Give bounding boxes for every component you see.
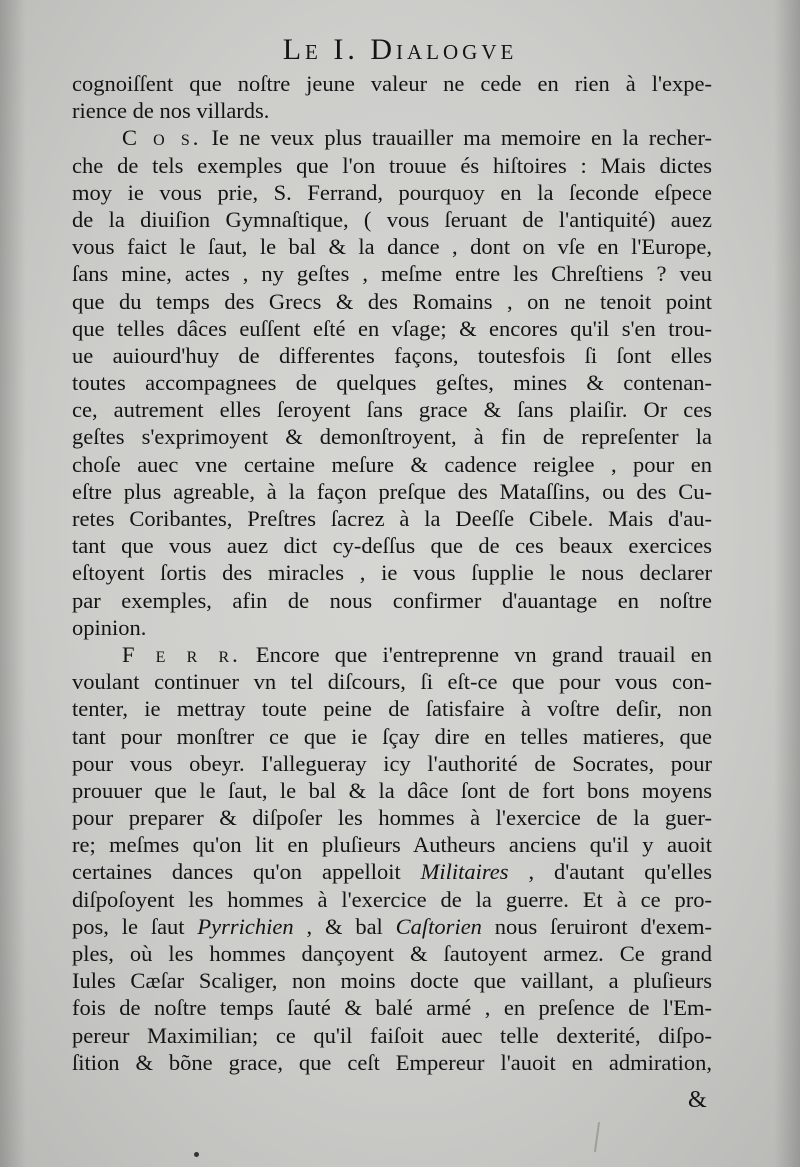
text-line: tenter, ie mettray toute peine de ſatisfaire à voſtre deſir, non <box>72 696 712 722</box>
text-line: que telles dâces euſſent eſté en vſage; & encores qu'il s'en trou- <box>72 315 712 341</box>
speaker-label-cos: C o s. <box>122 125 202 151</box>
text-line: pos, le ſaut Pyrrichien , & bal Caſtorien nous ſeruiront d'exem- <box>72 913 712 939</box>
italic-term: Militaires <box>420 859 509 885</box>
text-line: tant que vous auez dict cy-deſſus que de ces beaux exercices <box>72 533 712 559</box>
text-line: retes Coribantes, Preſtres ſacrez à la Deeſſe Cibele. Mais d'au- <box>72 506 712 531</box>
text-line: eſtoyent ſortis des miracles , ie vous ſupplie le nous declarer <box>72 560 712 586</box>
text-line: certaines dances qu'on appelloit Militaires , d'autant qu'elles <box>72 859 712 885</box>
text-line: cognoiſſent que noſtre jeune valeur ne cede en rien à l'expe- <box>72 71 712 96</box>
text-line <box>72 641 712 668</box>
text-line: eſtre plus agreable, à la façon preſque des Mataſſins, ou des Cu- <box>72 478 712 504</box>
text-line: ſans mine, actes , ny geſtes , meſme entre les Chreſtiens ? veu <box>72 261 712 287</box>
right-page-edge-shadow <box>774 0 800 1167</box>
text-line-body: Encore que i'entreprenne vn grand trauail en <box>255 641 713 667</box>
left-page-edge-shadow <box>0 0 26 1167</box>
text-line: de la diuiſion Gymnaſtique, ( vous ſeruant de l'antiquité) auez <box>72 206 712 232</box>
text-line-body: Ie ne veux plus trauailler ma memoire en la recher- <box>211 125 713 151</box>
text-line: moy ie vous prie, S. Ferrand, pourquoy en la ſeconde eſpece <box>72 179 712 205</box>
text-line: prouuer que le ſaut, le bal & la dâce ſont de fort bons moyens <box>72 777 712 803</box>
text-line: geſtes s'exprimoyent & demonſtroyent, à fin de repreſenter la <box>72 424 712 450</box>
text-line: par exemples, afin de nous confirmer d'auantage en noſtre <box>72 587 712 613</box>
catchword: & <box>688 1087 707 1113</box>
text-line: Iules Cæſar Scaliger, non moins docte que vaillant, a pluſieurs <box>72 968 712 994</box>
running-head: Le I. Dialogve <box>282 33 518 66</box>
text-line <box>72 124 712 151</box>
text-line: opinion. <box>72 614 147 640</box>
text-line: ue auiourd'huy de differentes façons, toutesfois ſi ſont elles <box>72 342 712 368</box>
text-line: rience de nos villards. <box>72 98 270 124</box>
ink-dot <box>194 1152 199 1157</box>
italic-term: Caſtorien <box>395 913 482 939</box>
text-line: che de tels exemples que l'on trouue és hiſtoires : Mais dictes <box>72 152 712 178</box>
text-line: ples, où les hommes dançoyent & ſautoyent armez. Ce grand <box>72 941 712 966</box>
text-line: pereur Maximilian; ce qu'il faiſoit auec telle dexterité, diſpo- <box>72 1022 712 1048</box>
text-line: ce, autrement elles ſeroyent ſans grace & ſans plaiſir. Or ces <box>72 397 712 423</box>
text-line: que du temps des Grecs & des Romains , on ne tenoit point <box>72 288 712 314</box>
text-line: diſpoſoyent les hommes à l'exercice de la guerre. Et à ce pro- <box>72 886 712 912</box>
italic-term: Pyrrichien <box>197 913 294 939</box>
text-line: voulant continuer vn tel diſcours, ſi eſt-ce que pour vous con- <box>72 669 712 695</box>
text-line: choſe auec vne certaine meſure & cadence reiglee , pour en <box>72 451 712 477</box>
page-blemish <box>594 1122 600 1152</box>
text-line: toutes accompagnees de quelques geſtes, mines & contenan- <box>72 370 712 396</box>
text-line: pour preparer & diſpoſer les hommes à l'exercice de la guer- <box>72 805 712 831</box>
text-line: pour vous obeyr. I'allegueray icy l'authorité de Socrates, pour <box>72 750 712 776</box>
text-block <box>72 70 712 1076</box>
text-line: vous faict le ſaut, le bal & la dance , dont on vſe en l'Europe, <box>72 234 712 260</box>
text-line: tant pour monſtrer ce que ie ſçay dire en telles matieres, que <box>72 723 712 749</box>
text-line: ſition & bõne grace, que ceſt Empereur l'auoit en admiration, <box>72 1049 712 1075</box>
text-line: re; meſmes qu'on lit en pluſieurs Autheurs anciens qu'il y auoit <box>72 832 712 858</box>
speaker-label-ferr: F e r r. <box>122 641 241 667</box>
text-line: fois de noſtre temps ſauté & balé armé , en preſence de l'Em- <box>72 995 712 1021</box>
